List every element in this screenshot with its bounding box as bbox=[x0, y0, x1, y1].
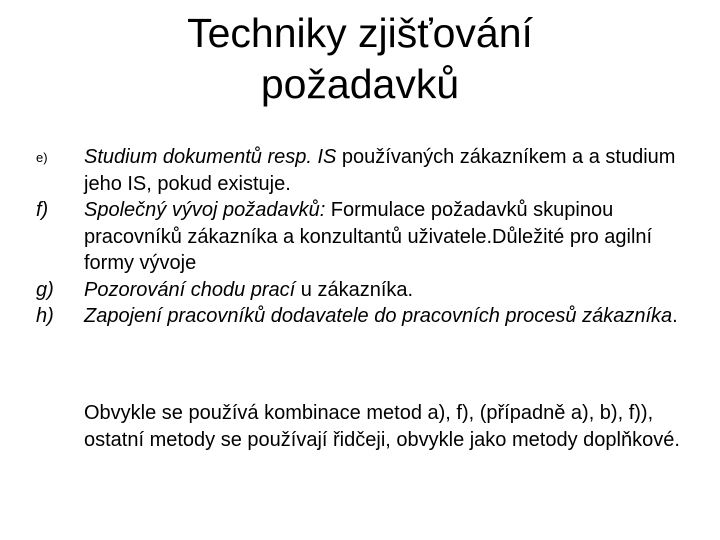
technique-list bbox=[36, 144, 696, 330]
item-italic-text: Studium dokumentů resp. IS bbox=[84, 146, 342, 168]
list-marker: e) bbox=[36, 150, 48, 165]
item-text: u zákazníka. bbox=[300, 278, 414, 301]
summary-note: Obvykle se používá kombinace metod a), f), (případně a), b), f)), ostatní metody se používají řidčeji, obvykle jako metody doplňkové. bbox=[84, 402, 680, 451]
slide-title-line-2: požadavků bbox=[260, 61, 460, 107]
list-item-f bbox=[36, 197, 696, 277]
list-marker: g) bbox=[36, 278, 54, 301]
item-text: Formulace požadavků skupinou pracovníků zákazníka a konzultantů uživatele.Důležité pro agilní formy vývoje bbox=[84, 199, 653, 274]
item-italic-text: Společný vývoj požadavků: bbox=[84, 199, 326, 221]
item-text: . bbox=[672, 305, 678, 327]
item-italic-text: Pozorování chodu prací bbox=[84, 278, 301, 301]
item-italic-text: Zapojení pracovníků dodavatele do pracovních procesů zákazníka bbox=[84, 305, 673, 327]
list-item-e bbox=[36, 144, 696, 197]
slide-title-line-1: Techniky zjišťování bbox=[187, 10, 533, 56]
list-marker: f) bbox=[36, 199, 49, 221]
list-item-h bbox=[36, 303, 696, 330]
list-marker: h) bbox=[36, 305, 54, 327]
list-item-g bbox=[36, 277, 696, 304]
slide-title bbox=[0, 8, 720, 110]
item-text: používaných zákazníkem a a studium jeho IS, pokud existuje. bbox=[84, 146, 676, 195]
